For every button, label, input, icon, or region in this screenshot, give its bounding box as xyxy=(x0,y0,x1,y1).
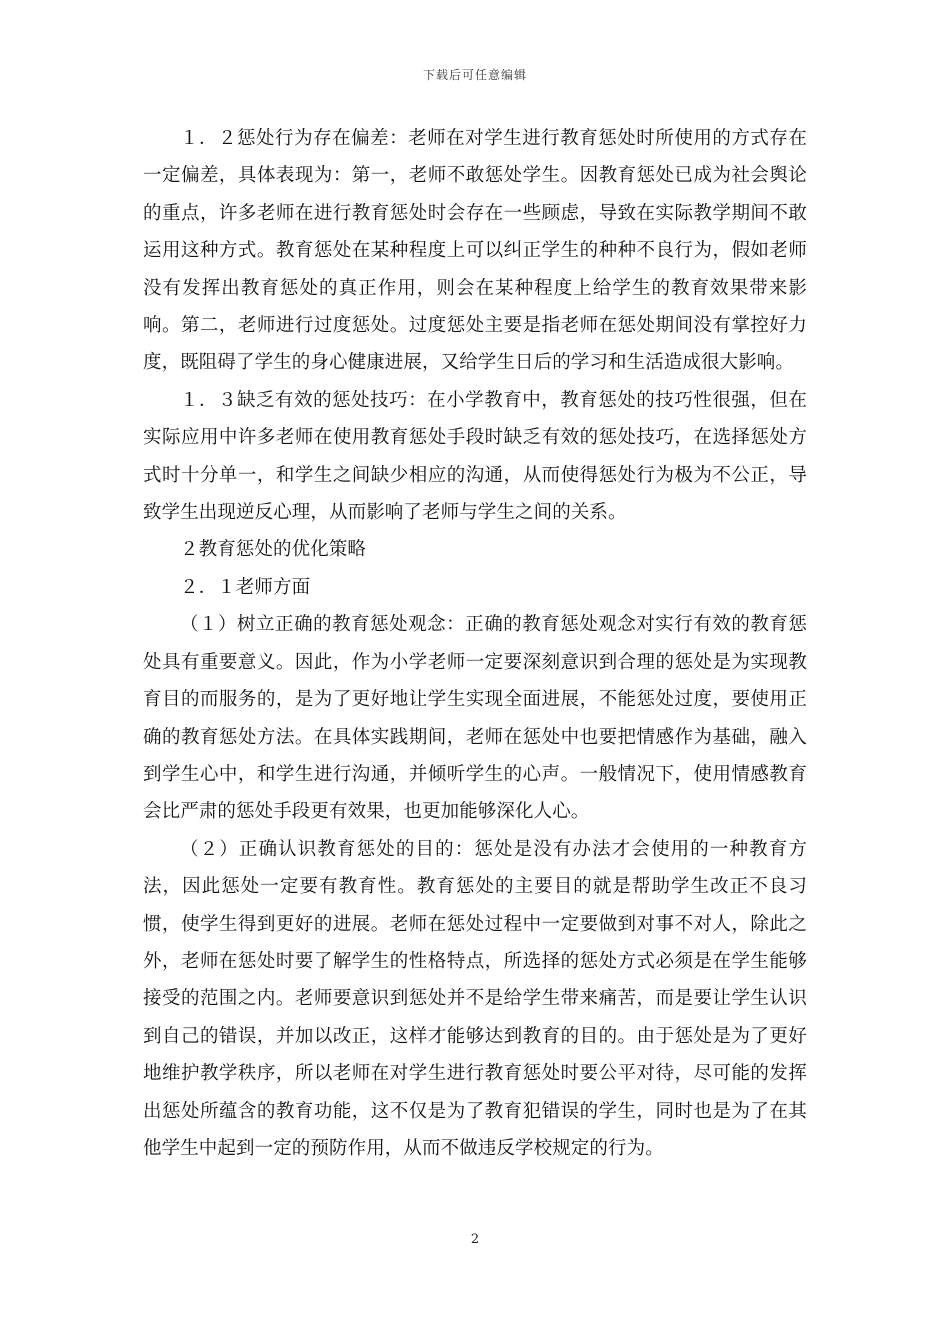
paragraph-correct-concept: （１）树立正确的教育惩处观念：正确的教育惩处观念对实行有效的教育惩处具有重要意义。因此，作为小学老师一定要深刻意识到合理的惩处是为实现教育目的而服务的，是为了更好地让学生实现全面进展，不能惩处过度，要使用正确的教育惩处方法。在具体实践期间，老师在惩处中也要把情感作为基础，融入到学生心中，和学生进行沟通，并倾听学生的心声。一般情况下，使用情感教育会比严肃的惩处手段更有效果，也更加能够深化人心。 xyxy=(143,614,807,823)
paragraph-lack-of-skills: １．３缺乏有效的惩处技巧：在小学教育中，教育惩处的技巧性很强，但在实际应用中许多老师在使用教育惩处手段时缺乏有效的惩处技巧，在选择惩处方式时十分单一，和学生之间缺少相应的沟通，从而使得惩处行为极为不公正，导致学生出现逆反心理，从而影响了老师与学生之间的关系。 xyxy=(143,389,807,524)
section-heading-optimization-strategy: ２教育惩处的优化策略 xyxy=(180,539,367,561)
paragraph-correct-purpose: （２）正确认识教育惩处的目的：惩处是没有办法才会使用的一种教育方法，因此惩处一定要有教育性。教育惩处的主要目的就是帮助学生改正不良习惯，使学生得到更好的进展。老师在惩处过程中一定要做到对事不对人，除此之外，老师在惩处时要了解学生的性格特点，所选择的惩处方式必须是在学生能够接受的范围之内。老师要意识到惩处并不是给学生带来痛苦，而是要让学生认识到自己的错误，并加以改正，这样才能够达到教育的目的。由于惩处是为了更好地维护教学秩序，所以老师在对学生进行教育惩处时要公平对待，尽可能的发挥出惩处所蕴含的教育功能，这不仅是为了教育犯错误的学生，同时也是为了在其他学生中起到一定的预防作用，从而不做违反学校规定的行为。 xyxy=(143,838,807,1159)
page-header: 下载后可任意编辑 xyxy=(422,68,527,82)
subsection-heading-teacher-aspect: ２．１老师方面 xyxy=(180,576,311,598)
paragraph-punishment-bias: １．２惩处行为存在偏差：老师在对学生进行教育惩处时所使用的方式存在一定偏差，具体表现为：第一，老师不敢惩处学生。因教育惩处已成为社会舆论的重点，许多老师在进行教育惩处时会存在一些顾虑，导致在实际教学期间不敢运用这种方式。教育惩处在某种程度上可以纠正学生的种种不良行为，假如老师没有发挥出教育惩处的真正作用，则会在某种程度上给学生的教育效果带来影响。第二，老师进行过度惩处。过度惩处主要是指老师在惩处期间没有掌控好力度，既阻碍了学生的身心健康进展，又给学生日后的学习和生活造成很大影响。 xyxy=(143,128,807,374)
document-body xyxy=(143,120,807,1167)
page-number: 2 xyxy=(470,1232,480,1247)
